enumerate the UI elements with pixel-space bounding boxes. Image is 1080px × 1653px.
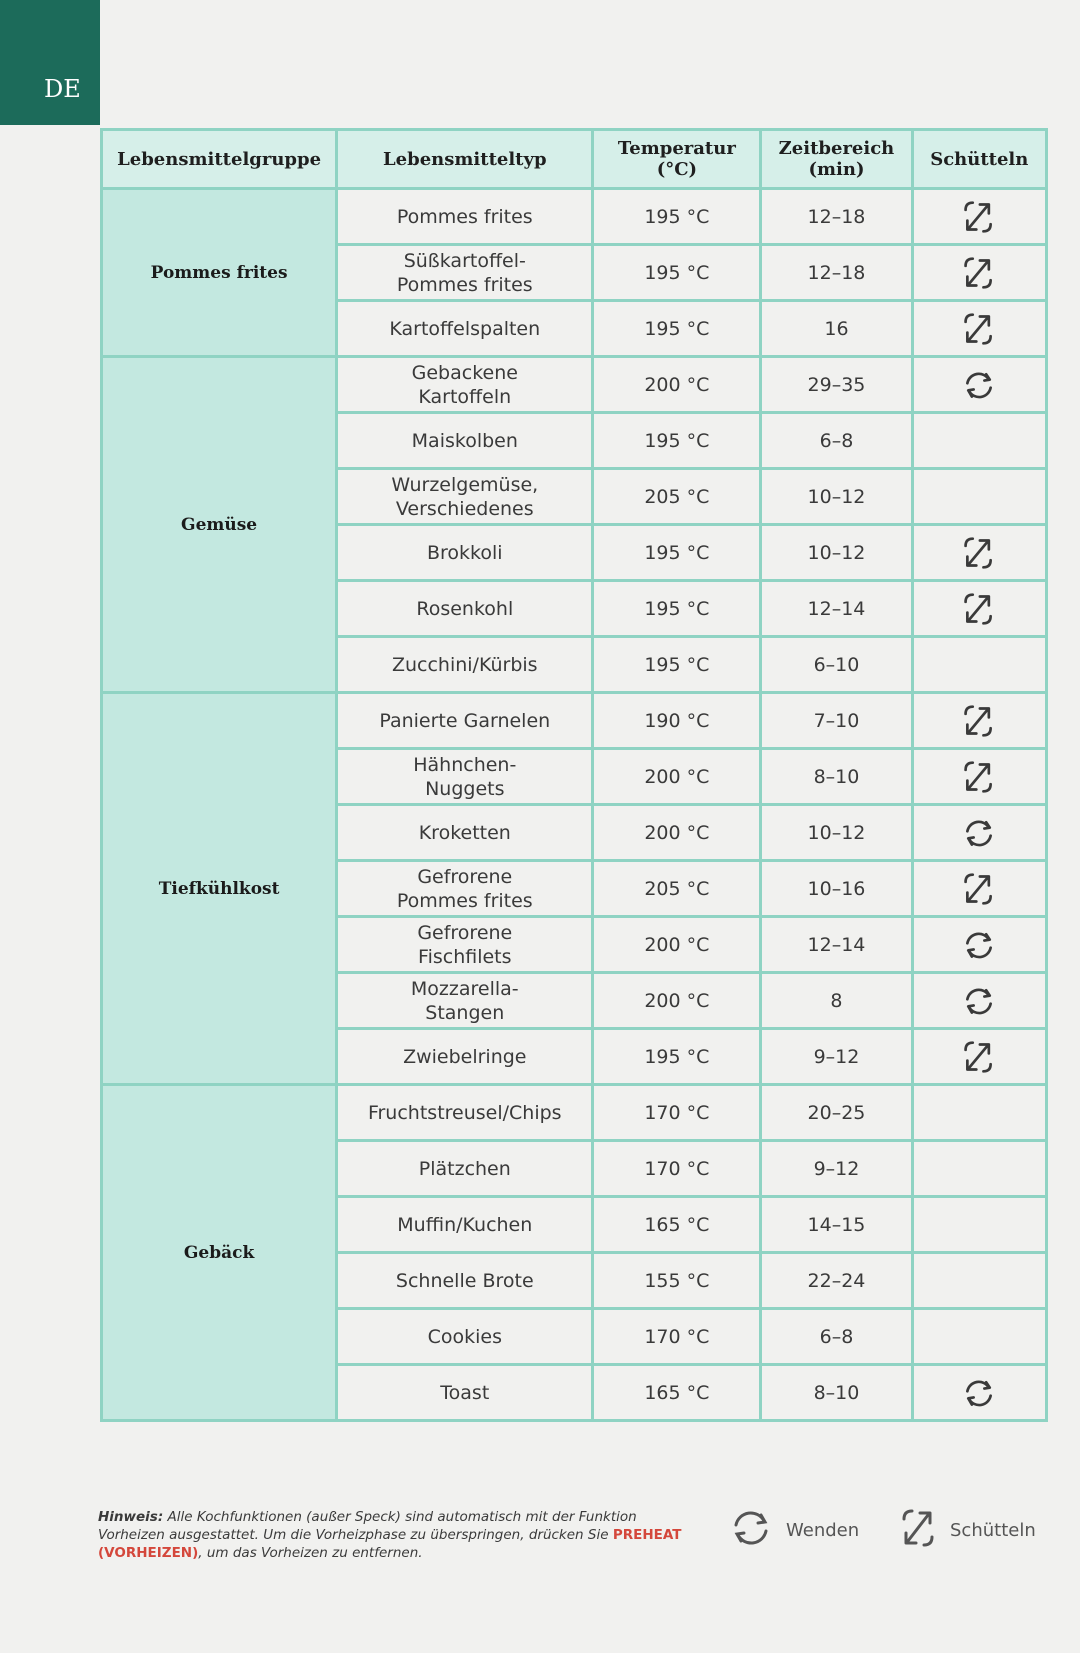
time-range-cell: 12–14: [761, 581, 912, 637]
action-cell: [912, 749, 1046, 805]
time-range-cell: 8–10: [761, 749, 912, 805]
column-header: Lebensmitteltyp: [337, 130, 593, 189]
column-header: Lebensmittelgruppe: [102, 130, 337, 189]
table-header-row: [102, 130, 1047, 189]
time-range-cell: 8: [761, 973, 912, 1029]
temperature-cell: 205 °C: [593, 469, 761, 525]
action-cell: [912, 189, 1046, 245]
shake-icon: [920, 536, 1039, 570]
legend-turn: [728, 1508, 859, 1552]
time-range-cell: 6–8: [761, 1309, 912, 1365]
language-label: DE: [44, 75, 81, 103]
temperature-cell: 200 °C: [593, 749, 761, 805]
table-row: [102, 693, 1047, 749]
time-range-cell: 22–24: [761, 1253, 912, 1309]
table-row: [102, 1085, 1047, 1141]
food-type-cell: Kroketten: [337, 805, 593, 861]
turn-icon: [920, 928, 1039, 962]
action-cell: [912, 917, 1046, 973]
table-row: [102, 189, 1047, 245]
turn-icon: [920, 984, 1039, 1018]
column-header: Temperatur (°C): [593, 130, 761, 189]
temperature-cell: 170 °C: [593, 1309, 761, 1365]
food-type-cell: Gefrorene Fischfilets: [337, 917, 593, 973]
food-type-cell: Kartoffelspalten: [337, 301, 593, 357]
action-cell: [912, 245, 1046, 301]
time-range-cell: 20–25: [761, 1085, 912, 1141]
temperature-cell: 195 °C: [593, 245, 761, 301]
temperature-cell: 195 °C: [593, 189, 761, 245]
temperature-cell: 190 °C: [593, 693, 761, 749]
action-cell: [912, 525, 1046, 581]
food-type-cell: Pommes frites: [337, 189, 593, 245]
shake-icon: [898, 1507, 950, 1554]
cooking-guide-table: [100, 128, 1048, 1422]
turn-icon: [920, 368, 1039, 402]
time-range-cell: 7–10: [761, 693, 912, 749]
temperature-cell: 195 °C: [593, 525, 761, 581]
food-type-cell: Toast: [337, 1365, 593, 1421]
footer-note: [98, 1508, 688, 1562]
note-end: , um das Vorheizen zu entfernen.: [198, 1545, 423, 1561]
food-type-cell: Maiskolben: [337, 413, 593, 469]
action-cell: [912, 469, 1046, 525]
food-group-cell: Gemüse: [102, 357, 337, 693]
temperature-cell: 205 °C: [593, 861, 761, 917]
food-type-cell: Gefrorene Pommes frites: [337, 861, 593, 917]
action-cell: [912, 1253, 1046, 1309]
food-type-cell: Zucchini/Kürbis: [337, 637, 593, 693]
action-cell: [912, 973, 1046, 1029]
shake-icon: [920, 704, 1039, 738]
legend-turn-label: Wenden: [786, 1519, 860, 1541]
table-row: [102, 357, 1047, 413]
time-range-cell: 10–12: [761, 805, 912, 861]
shake-icon: [920, 312, 1039, 346]
shake-icon: [920, 256, 1039, 290]
food-type-cell: Panierte Garnelen: [337, 693, 593, 749]
turn-icon: [920, 1376, 1039, 1410]
time-range-cell: 6–10: [761, 637, 912, 693]
column-header: Zeitbereich (min): [761, 130, 912, 189]
food-type-cell: Hähnchen- Nuggets: [337, 749, 593, 805]
time-range-cell: 16: [761, 301, 912, 357]
action-cell: [912, 637, 1046, 693]
shake-icon: [920, 1040, 1039, 1074]
action-cell: [912, 581, 1046, 637]
food-type-cell: Rosenkohl: [337, 581, 593, 637]
food-type-cell: Brokkoli: [337, 525, 593, 581]
food-type-cell: Muffin/Kuchen: [337, 1197, 593, 1253]
time-range-cell: 10–16: [761, 861, 912, 917]
time-range-cell: 12–14: [761, 917, 912, 973]
food-type-cell: Schnelle Brote: [337, 1253, 593, 1309]
food-type-cell: Wurzelgemüse, Verschiedenes: [337, 469, 593, 525]
column-header: Schütteln: [912, 130, 1046, 189]
food-type-cell: Zwiebelringe: [337, 1029, 593, 1085]
preheat-button-label: PREHEAT (VORHEIZEN): [98, 1527, 682, 1561]
action-cell: [912, 413, 1046, 469]
time-range-cell: 9–12: [761, 1141, 912, 1197]
legend-shake-label: Schütteln: [950, 1519, 1036, 1541]
time-range-cell: 10–12: [761, 469, 912, 525]
time-range-cell: 10–12: [761, 525, 912, 581]
temperature-cell: 195 °C: [593, 413, 761, 469]
language-tab: [0, 0, 100, 125]
temperature-cell: 165 °C: [593, 1197, 761, 1253]
note-text: Alle Kochfunktionen (außer Speck) sind automatisch mit der Funktion Vorheizen ausgestattet. Um die Vorheizphase zu überspringen, drücken Sie: [98, 1509, 637, 1543]
food-type-cell: Süßkartoffel- Pommes frites: [337, 245, 593, 301]
shake-icon: [920, 872, 1039, 906]
food-group-cell: Pommes frites: [102, 189, 337, 357]
time-range-cell: 29–35: [761, 357, 912, 413]
shake-icon: [920, 200, 1039, 234]
note-label: Hinweis:: [98, 1509, 164, 1525]
temperature-cell: 155 °C: [593, 1253, 761, 1309]
food-group-cell: Tiefkühlkost: [102, 693, 337, 1085]
temperature-cell: 170 °C: [593, 1141, 761, 1197]
food-type-cell: Mozzarella- Stangen: [337, 973, 593, 1029]
action-cell: [912, 693, 1046, 749]
action-cell: [912, 1141, 1046, 1197]
time-range-cell: 6–8: [761, 413, 912, 469]
temperature-cell: 200 °C: [593, 973, 761, 1029]
shake-icon: [920, 760, 1039, 794]
action-cell: [912, 861, 1046, 917]
time-range-cell: 12–18: [761, 245, 912, 301]
action-cell: [912, 1309, 1046, 1365]
temperature-cell: 200 °C: [593, 917, 761, 973]
food-type-cell: Plätzchen: [337, 1141, 593, 1197]
action-cell: [912, 301, 1046, 357]
action-cell: [912, 805, 1046, 861]
temperature-cell: 195 °C: [593, 301, 761, 357]
temperature-cell: 195 °C: [593, 637, 761, 693]
legend-shake: [898, 1508, 1036, 1552]
temperature-cell: 200 °C: [593, 805, 761, 861]
action-cell: [912, 1197, 1046, 1253]
time-range-cell: 9–12: [761, 1029, 912, 1085]
temperature-cell: 200 °C: [593, 357, 761, 413]
temperature-cell: 165 °C: [593, 1365, 761, 1421]
time-range-cell: 14–15: [761, 1197, 912, 1253]
action-cell: [912, 357, 1046, 413]
temperature-cell: 195 °C: [593, 581, 761, 637]
turn-icon: [920, 816, 1039, 850]
time-range-cell: 12–18: [761, 189, 912, 245]
food-type-cell: Cookies: [337, 1309, 593, 1365]
turn-icon: [728, 1507, 786, 1554]
shake-icon: [920, 592, 1039, 626]
temperature-cell: 170 °C: [593, 1085, 761, 1141]
food-type-cell: Gebackene Kartoffeln: [337, 357, 593, 413]
time-range-cell: 8–10: [761, 1365, 912, 1421]
food-type-cell: Fruchtstreusel/Chips: [337, 1085, 593, 1141]
action-cell: [912, 1085, 1046, 1141]
action-cell: [912, 1365, 1046, 1421]
action-cell: [912, 1029, 1046, 1085]
temperature-cell: 195 °C: [593, 1029, 761, 1085]
food-group-cell: Gebäck: [102, 1085, 337, 1421]
